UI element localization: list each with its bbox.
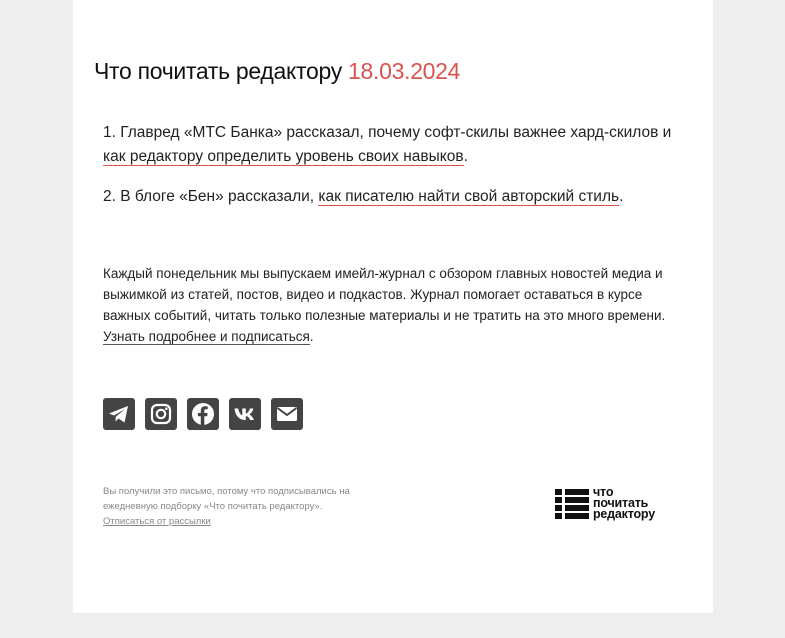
facebook-link[interactable] (187, 398, 219, 430)
item-text: 1. Главред «МТС Банка» рассказал, почему софт-скилы важнее хард-скилов и (103, 124, 672, 141)
about-punct: . (309, 329, 314, 344)
logo-line-1: что (593, 485, 614, 499)
logo-line-2: почитать (593, 496, 649, 510)
footer-notice (103, 484, 393, 529)
instagram-icon (145, 398, 177, 430)
vk-link[interactable] (229, 398, 261, 430)
page-title (94, 58, 460, 85)
facebook-icon (187, 398, 219, 430)
vk-icon (229, 398, 261, 430)
item-text: 2. В блоге «Бен» рассказали, (103, 188, 319, 205)
list-item (103, 121, 693, 169)
email-link[interactable] (271, 398, 303, 430)
email-card (73, 0, 713, 613)
logo-mark-icon (555, 489, 589, 521)
issue-date: 18.03.2024 (348, 58, 461, 84)
article-list (103, 121, 693, 225)
subscribe-link[interactable]: Узнать подробнее и подписаться (103, 329, 310, 344)
logo-text (593, 487, 655, 520)
item-punct: . (463, 148, 468, 165)
article-link-skills[interactable]: как редактору определить уровень своих навыков (103, 148, 464, 165)
unsubscribe-link[interactable]: Отписаться от рассылки (103, 516, 211, 527)
telegram-link[interactable] (103, 398, 135, 430)
instagram-link[interactable] (145, 398, 177, 430)
logo-line-3: редактору (593, 507, 655, 521)
footer-reason: Вы получили это письмо, потому что подписывались на ежедневную подборку «Что почитать редактору». (103, 486, 350, 512)
brand-logo[interactable] (555, 487, 685, 525)
social-links (103, 398, 303, 430)
list-item (103, 185, 693, 209)
item-punct: . (619, 188, 624, 205)
about-text (103, 263, 688, 347)
article-link-style[interactable]: как писателю найти свой авторский стиль (318, 188, 620, 205)
title-text: Что почитать редактору (94, 58, 342, 84)
about-description: Каждый понедельник мы выпускаем имейл-журнал с обзором главных новостей медиа и выжимкой из статей, постов, видео и подкастов. Журнал помогает оставаться в курсе важных событий, читать только полезные материалы и не тратить на это много времени. (103, 266, 666, 323)
email-icon (271, 398, 303, 430)
telegram-icon (103, 398, 135, 430)
